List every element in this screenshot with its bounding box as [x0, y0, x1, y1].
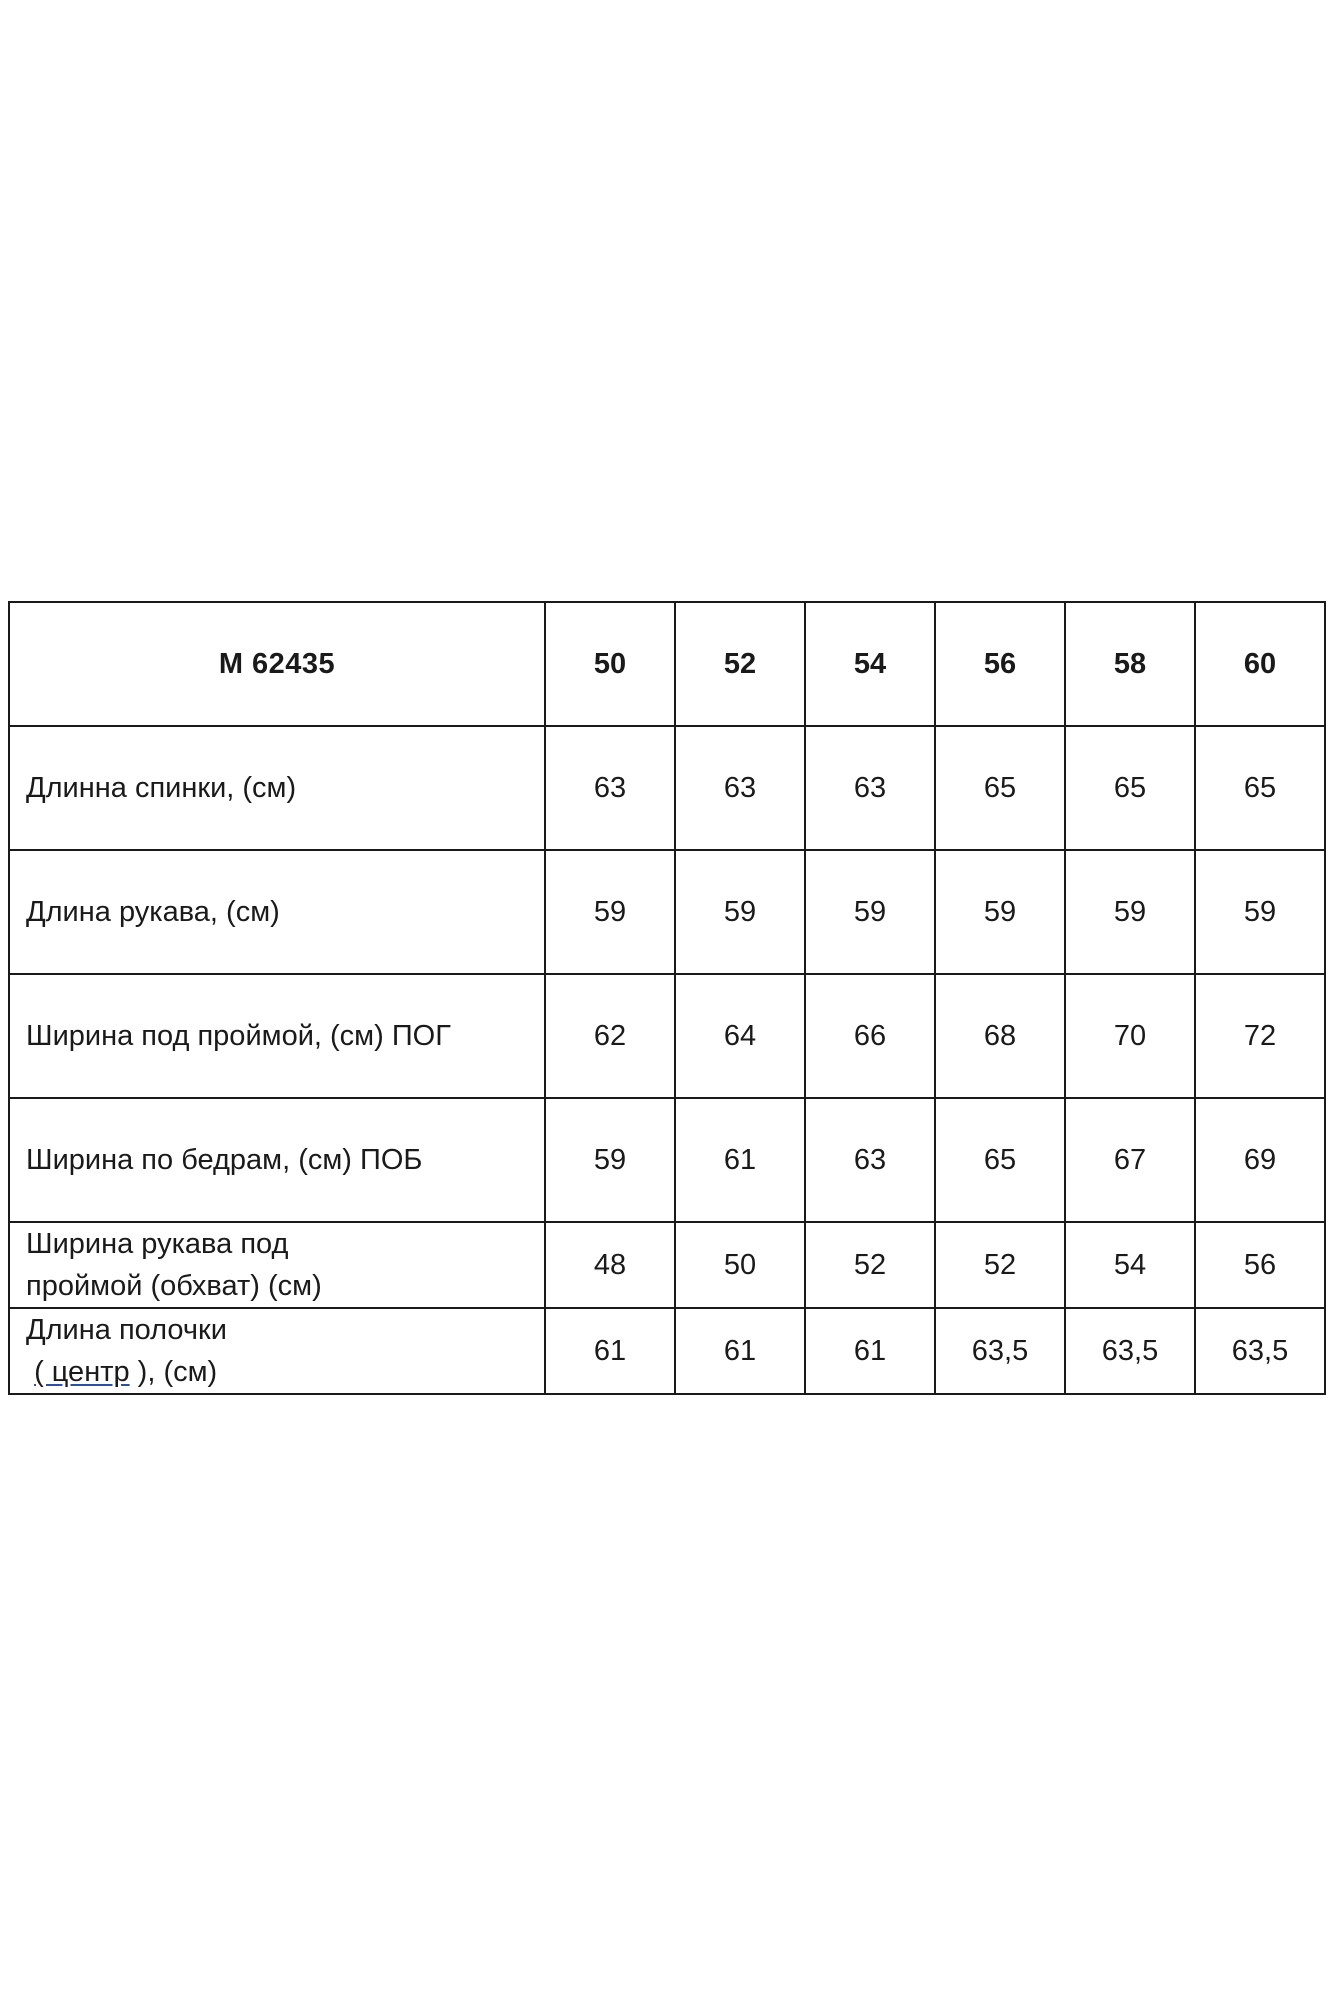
table-cell: 66	[805, 974, 935, 1098]
table-cell: 63,5	[1065, 1308, 1195, 1394]
table-row-sleeve-length	[9, 850, 1325, 974]
table-cell: 59	[545, 1098, 675, 1222]
row-label-line1: Ширина рукава под	[26, 1228, 289, 1260]
table-cell: 65	[1065, 726, 1195, 850]
size-header-56: 56	[935, 602, 1065, 726]
header-row	[9, 602, 1325, 726]
table-cell: 50	[675, 1222, 805, 1308]
table-cell: 69	[1195, 1098, 1325, 1222]
table-cell: 62	[545, 974, 675, 1098]
table-row-front-length	[9, 1308, 1325, 1394]
table-cell: 68	[935, 974, 1065, 1098]
model-number: М 62435	[9, 602, 545, 726]
table-cell: 65	[935, 1098, 1065, 1222]
table-cell: 67	[1065, 1098, 1195, 1222]
table-cell: 59	[545, 850, 675, 974]
table-cell: 52	[935, 1222, 1065, 1308]
table-cell: 63,5	[1195, 1308, 1325, 1394]
table-cell: 61	[805, 1308, 935, 1394]
table-cell: 61	[545, 1308, 675, 1394]
table-cell: 64	[675, 974, 805, 1098]
row-label-line2-post: ), (см)	[129, 1356, 218, 1388]
row-label-line2-link: ( центр	[34, 1356, 130, 1388]
table-cell: 54	[1065, 1222, 1195, 1308]
table-cell: 63	[545, 726, 675, 850]
size-header-60: 60	[1195, 602, 1325, 726]
row-label-line2	[26, 1351, 544, 1393]
table-cell: 63	[805, 1098, 935, 1222]
row-label-line2-pre	[26, 1356, 34, 1388]
row-label: Длинна спинки, (см)	[9, 726, 545, 850]
table-cell: 59	[935, 850, 1065, 974]
table-cell: 63,5	[935, 1308, 1065, 1394]
table-row-hip-width	[9, 1098, 1325, 1222]
row-label: Длина рукава, (см)	[9, 850, 545, 974]
size-header-50: 50	[545, 602, 675, 726]
table-row-chest-width	[9, 974, 1325, 1098]
size-header-52: 52	[675, 602, 805, 726]
table-cell: 65	[1195, 726, 1325, 850]
table-cell: 59	[1195, 850, 1325, 974]
table-cell: 65	[935, 726, 1065, 850]
table-cell: 61	[675, 1098, 805, 1222]
row-label: Ширина по бедрам, (см) ПОБ	[9, 1098, 545, 1222]
size-header-54: 54	[805, 602, 935, 726]
row-label	[9, 1308, 545, 1394]
row-label-line2: проймой (обхват) (см)	[26, 1270, 322, 1302]
size-header-58: 58	[1065, 602, 1195, 726]
table-cell: 59	[1065, 850, 1195, 974]
table-cell: 72	[1195, 974, 1325, 1098]
table-cell: 61	[675, 1308, 805, 1394]
row-label: Ширина под проймой, (см) ПОГ	[9, 974, 545, 1098]
row-label	[9, 1222, 545, 1308]
table-cell: 63	[805, 726, 935, 850]
table-cell: 56	[1195, 1222, 1325, 1308]
size-chart-table	[8, 601, 1326, 1395]
table-cell: 70	[1065, 974, 1195, 1098]
row-label-line1: Длина полочки	[26, 1314, 227, 1346]
table-cell: 59	[805, 850, 935, 974]
table-cell: 52	[805, 1222, 935, 1308]
table-row-sleeve-width	[9, 1222, 1325, 1308]
table-cell: 48	[545, 1222, 675, 1308]
table-cell: 63	[675, 726, 805, 850]
table-row-back-length	[9, 726, 1325, 850]
table-cell: 59	[675, 850, 805, 974]
